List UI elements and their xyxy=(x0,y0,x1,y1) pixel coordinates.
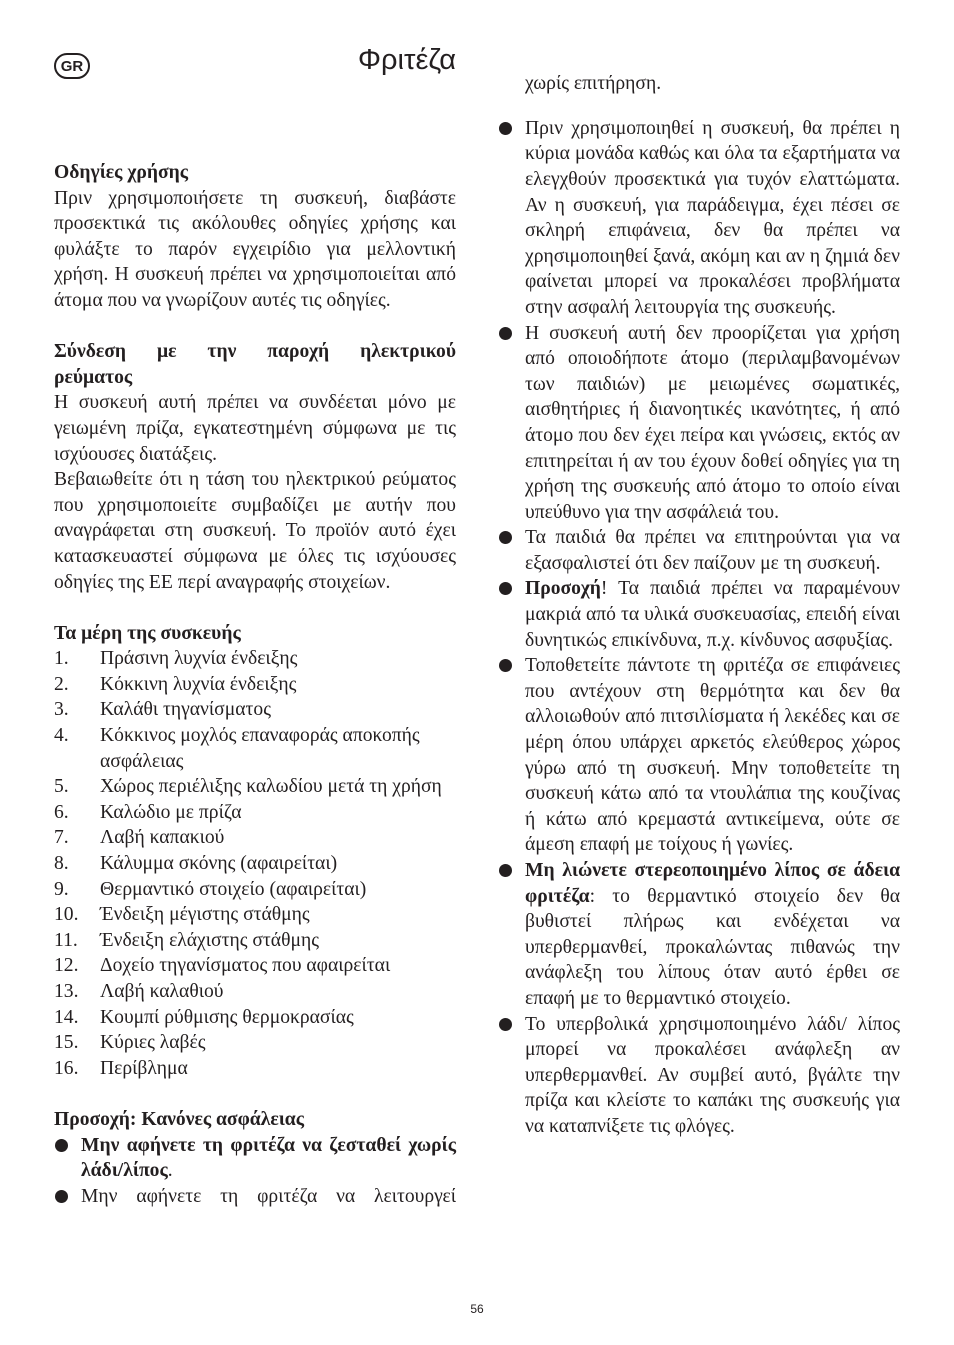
safety-item: Πριν χρησιμοποιηθεί η συσκευή, θα πρέπει η κύρια μονάδα καθώς και όλα τα εξαρτήματα να ελεγχθούν προσεκτικά για τυχόν ελαττώματα. Αν η συσκευή, για παράδειγμα, έχει πέσει σε σκληρή επιφάνεια, δεν θα πρέπει να χρησιμοποιηθεί ξανά, ακόμη και αν η ζημιά δεν φαίνεται μπορεί να προκαλέσει προβλήματα στην ασφαλή λειτουργία της συσκευής. xyxy=(498,116,900,321)
bullet-icon xyxy=(498,525,525,576)
bullet-icon xyxy=(498,116,525,321)
safety-item: Το υπερβολικά χρησιμοποιημένο λάδι/ λίπος μπορεί να προκαλέσει ανάφλεξη αν υπερθερμανθεί. Αν συμβεί αυτό, βγάλτε την πρίζα και κλείστε το καπάκι της συσκευής για να καταπνίξετε τις φλόγες. xyxy=(498,1012,900,1140)
parts-item-number: 2. xyxy=(54,673,69,695)
parts-item-number: 10. xyxy=(54,904,79,926)
connection-heading: Σύνδεση με την παροχή ηλεκτρικού xyxy=(54,341,456,363)
safety-item: Μη λιώνετε στερεοποιημένο λίπος σε άδεια φριτέζα: το θερμαντικό στοιχείο δεν θα βυθιστεί πλήρως και ενδέχεται να υπερθερμανθεί, προκαλώντας πιθανώς την ανάφλεξη του λίπους όταν αυτό έρθει σε επαφή με το θερμαντικό στοιχείο. xyxy=(498,858,900,1012)
safety-item: Η συσκευή αυτή δεν προορίζεται για χρήση από οποιοδήποτε άτομο (περιλαμβανομένων των παιδιών) με μειωμένες σωματικές, αισθητήριες ή διανοητικές ικανότητες, ή από άτομο που δεν έχει πείρα και γνώσεις, εκτός αν επιτηρείται ή αν του έχουν δοθεί οδηγίες για τη χρήση της συσκευής από άτομο το οποίο είναι υπεύθυνο για την ασφάλειά του. xyxy=(498,321,900,526)
right-column xyxy=(498,51,900,1140)
bullet-icon xyxy=(498,321,525,526)
parts-item-label: Ένδειξη μέγιστης στάθμης xyxy=(100,904,310,926)
connection-text-1: Η συσκευή αυτή πρέπει να συνδέεται μόνο με γειωμένη πρίζα, εγκατεστημένη σύμφωνα με τις ισχύουσες διατάξεις. xyxy=(54,392,456,465)
parts-item-number: 16. xyxy=(54,1057,79,1079)
parts-item-number: 11. xyxy=(54,929,78,951)
parts-item-label: Ένδειξη ελάχιστης στάθμης xyxy=(100,929,319,951)
parts-item-number: 14. xyxy=(54,1006,79,1028)
parts-list-item xyxy=(54,1005,456,1031)
parts-list-item xyxy=(54,928,456,954)
parts-item-label: Περίβλημα xyxy=(100,1057,188,1079)
parts-list-item xyxy=(54,646,456,672)
parts-list-item xyxy=(54,877,456,903)
parts-item-number: 5. xyxy=(54,776,69,798)
parts-item-number: 6. xyxy=(54,801,69,823)
parts-item-number: 3. xyxy=(54,699,69,721)
parts-item-label: Δοχείο τηγανίσματος που αφαιρείται xyxy=(100,955,391,977)
bullet-icon xyxy=(54,1184,81,1210)
connection-text-2: Βεβαιωθείτε ότι η τάση του ηλεκτρικού ρεύματος που χρησιμοποιείτε συμβαδίζει με αυτήν που αναγράφεται στη συσκευή. Το προϊόν αυτό έχει κατασκευαστεί σύμφωνα με όλες τις ισχύουσες οδηγίες της ΕΕ περί αναγραφής στοιχείων. xyxy=(54,469,456,593)
parts-item-label: Λαβή καλαθιού xyxy=(100,981,224,1002)
bullet-icon xyxy=(498,858,525,1012)
parts-list-item xyxy=(54,774,456,800)
parts-item-number: 15. xyxy=(54,1032,79,1054)
parts-item-label: Πράσινη λυχνία ένδειξης xyxy=(100,648,298,670)
parts-list-item xyxy=(54,1030,456,1056)
parts-list-item xyxy=(54,902,456,928)
parts-item-label: Χώρος περιέλιξης καλωδίου μετά τη χρήση xyxy=(100,776,442,798)
parts-item-label: Κάλυμμα σκόνης (αφαιρείται) xyxy=(100,853,338,875)
parts-heading: Τα μέρη της συσκευής xyxy=(54,622,241,644)
parts-list-item xyxy=(54,697,456,723)
parts-item-label: Καλώδιο με πρίζα xyxy=(100,801,242,823)
left-column xyxy=(54,160,456,1209)
safety-item: Μην αφήνετε τη φριτέζα να ζεσταθεί χωρίς λάδι/λίπος. xyxy=(54,1133,456,1184)
safety-item: Τα παιδιά θα πρέπει να επιτηρούνται για να εξασφαλιστεί ότι δεν παίζουν με τη συσκευή. xyxy=(498,525,900,576)
parts-item-number: 13. xyxy=(54,981,79,1002)
parts-list xyxy=(54,646,456,1081)
parts-item-label: Κύριες λαβές xyxy=(100,1032,206,1054)
language-badge: GR xyxy=(54,53,90,79)
bullet-icon xyxy=(498,576,525,653)
safety-item-continued: χωρίς επιτήρηση. xyxy=(525,72,662,94)
parts-item-label: Κόκκινη λυχνία ένδειξης xyxy=(100,673,297,695)
parts-item-number: 1. xyxy=(54,648,69,670)
safety-item-bold: Μην αφήνετε τη φριτέζα να ζεσταθεί χωρίς λάδι/λίπος xyxy=(81,1134,456,1182)
bullet-icon xyxy=(498,1012,525,1140)
page-number: 56 xyxy=(470,1302,484,1316)
parts-list-item xyxy=(54,825,456,851)
safety-heading: Προσοχή: Κανόνες ασφάλειας xyxy=(54,1108,305,1130)
instructions-text: Πριν χρησιμοποιήσετε τη συσκευή, διαβάστε προσεκτικά τις ακόλουθες οδηγίες χρήσης και φυλάξτε το παρόν εγχειρίδιο για μελλοντική χρήση. Η συσκευή πρέπει να χρησιμοποιείται από άτομα που να γνωρίζουν αυτές τις οδηγίες. xyxy=(54,187,456,311)
parts-item-number: 9. xyxy=(54,878,69,900)
parts-list-item xyxy=(54,1056,456,1082)
parts-list-item xyxy=(54,979,456,1005)
parts-item-number: 12. xyxy=(54,955,79,977)
safety-item: Μην αφήνετε τη φριτέζα να λειτουργεί xyxy=(54,1184,456,1210)
parts-item-number: 4. xyxy=(54,725,69,747)
parts-item-number: 7. xyxy=(54,827,69,849)
parts-list-item xyxy=(54,723,456,774)
safety-item-bold: Προσοχή xyxy=(525,578,601,600)
safety-item-bold: Μη λιώνετε στερεοποιημένο λίπος σε άδεια φριτέζα xyxy=(525,860,900,907)
parts-item-label: Καλάθι τηγανίσματος xyxy=(100,699,271,721)
parts-item-label: Θερμαντικό στοιχείο (αφαιρείται) xyxy=(100,878,367,900)
parts-list-item xyxy=(54,851,456,877)
safety-item: Τοποθετείτε πάντοτε τη φριτέζα σε επιφάνειες που αντέχουν στη θερμότητα και δεν θα αλλοιωθούν από πιτσιλίσματα ή λεκέδες και σε μέρη όπου υπάρχει αρκετός ελεύθερος χώρος γύρω από τη συσκευή. Μην τοποθετείτε τη συσκευή κάτω από τα ντουλάπια της κουζίνας ή κάτω από κρεμαστά αντικείμενα, ούτε σε άμεση επαφή με τοίχους ή γωνίες. xyxy=(498,653,900,858)
parts-item-number: 8. xyxy=(54,853,69,875)
parts-list-item xyxy=(54,800,456,826)
bullet-icon xyxy=(54,1133,81,1184)
connection-heading-cont: ρεύματος xyxy=(54,366,133,388)
parts-item-label: Κόκκινος μοχλός επαναφοράς αποκοπής ασφάλειας xyxy=(100,725,420,772)
bullet-icon xyxy=(498,653,525,858)
parts-list-item xyxy=(54,672,456,698)
instructions-heading: Οδηγίες χρήσης xyxy=(54,162,189,183)
page-title: Φριτέζα xyxy=(357,44,456,76)
parts-item-label: Κουμπί ρύθμισης θερμοκρασίας xyxy=(100,1006,354,1028)
parts-item-label: Λαβή καπακιού xyxy=(100,827,225,849)
safety-item: Προσοχή! Τα παιδιά πρέπει να παραμένουν μακριά από τα υλικά συσκευασίας, επειδή είναι δυνητικώς επικίνδυνα, π.χ. κίνδυνος ασφυξίας. xyxy=(498,576,900,653)
parts-list-item xyxy=(54,953,456,979)
